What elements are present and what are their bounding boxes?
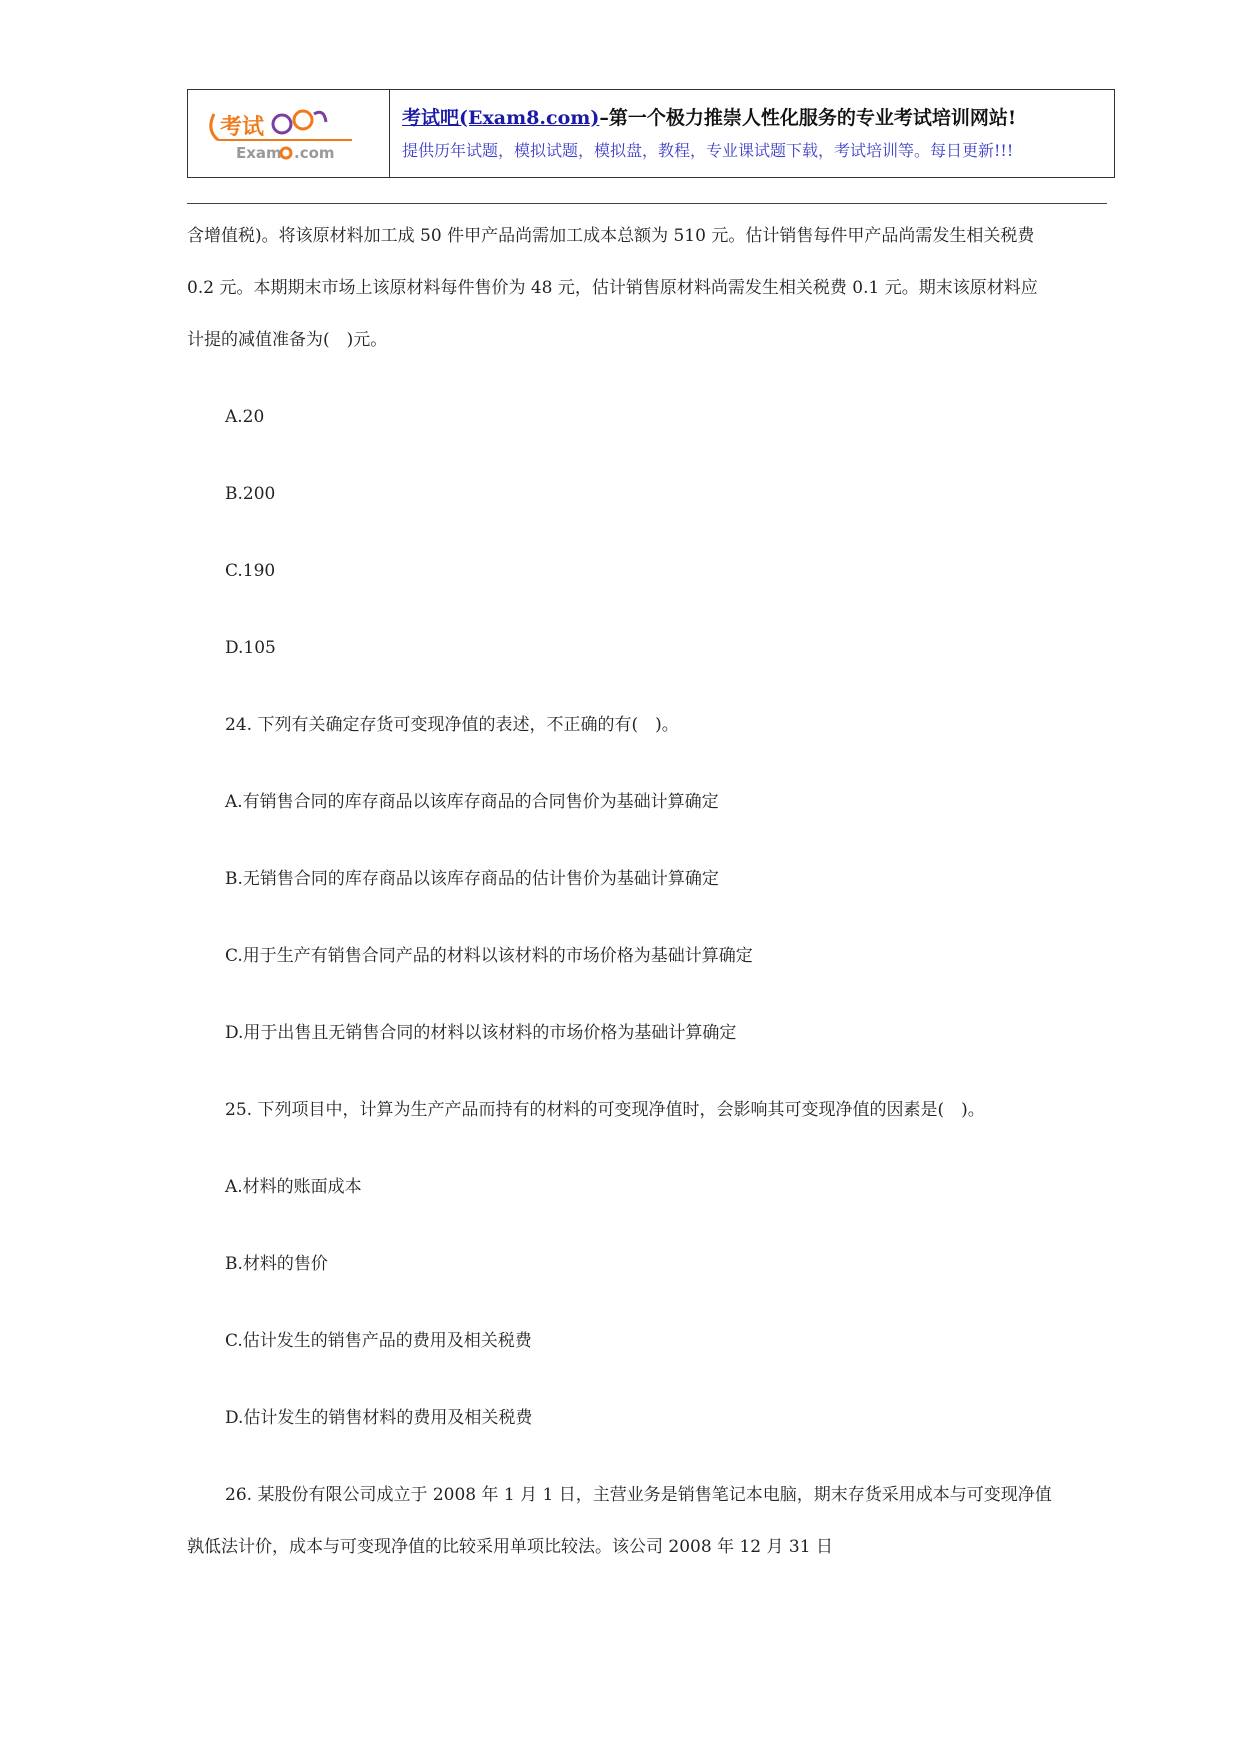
question-26-line: 26. 某股份有限公司成立于 2008 年 1 月 1 日，主营业务是销售笔记本电脑，期末存货采用成本与可变现净值: [225, 1485, 1052, 1505]
question-24-stem: 24. 下列有关确定存货可变现净值的表述，不正确的有( )。: [225, 715, 679, 735]
option-a: A.20: [225, 407, 265, 427]
option-d: D.用于出售且无销售合同的材料以该材料的市场价格为基础计算确定: [225, 1023, 737, 1043]
question-text-line: 含增值税)。将该原材料加工成 50 件甲产品尚需加工成本总额为 510 元。估计销售每件甲产品尚需发生相关税费: [187, 226, 1035, 246]
option-b: B.无销售合同的库存商品以该库存商品的估计售价为基础计算确定: [225, 869, 719, 889]
svg-text:.com: .com: [294, 144, 335, 162]
header-divider: [187, 203, 1107, 204]
option-c: C.190: [225, 561, 276, 581]
slogan-subline: 提供历年试题，模拟试题，模拟盘，教程，专业课试题下载，考试培训等。每日更新!!!: [402, 140, 1014, 160]
question-text-line: 0.2 元。本期期末市场上该原材料每件售价为 48 元，估计销售原材料尚需发生相关税费 0.1 元。期末该原材料应: [187, 278, 1038, 298]
site-header: [187, 89, 1115, 178]
option-d: D.105: [225, 638, 276, 658]
option-b: B.材料的售价: [225, 1254, 328, 1274]
option-c: C.估计发生的销售产品的费用及相关税费: [225, 1331, 532, 1351]
question-text-line: 计提的减值准备为( )元。: [187, 330, 388, 350]
exam8-logo[interactable]: [202, 100, 377, 166]
slogan-text: –第一个极力推崇人性化服务的专业考试培训网站!: [599, 106, 1017, 129]
option-b: B.200: [225, 484, 276, 504]
option-a: A.材料的账面成本: [225, 1177, 362, 1197]
option-a: A.有销售合同的库存商品以该库存商品的合同售价为基础计算确定: [225, 792, 719, 812]
option-d: D.估计发生的销售材料的费用及相关税费: [225, 1408, 533, 1428]
question-25-stem: 25. 下列项目中，计算为生产产品而持有的材料的可变现净值时，会影响其可变现净值的因素是( )。: [225, 1100, 985, 1120]
option-c: C.用于生产有销售合同产品的材料以该材料的市场价格为基础计算确定: [225, 946, 753, 966]
svg-text:Exam: Exam: [236, 144, 282, 162]
logo-cell: [188, 90, 390, 177]
slogan-cell: [390, 90, 1114, 177]
question-26-line: 孰低法计价，成本与可变现净值的比较采用单项比较法。该公司 2008 年 12 月 31 日: [187, 1537, 833, 1557]
document-body: [187, 210, 1112, 1573]
site-link[interactable]: 考试吧(Exam8.com): [402, 106, 600, 129]
slogan-title: [402, 104, 1114, 132]
svg-text:考试: 考试: [220, 115, 265, 140]
